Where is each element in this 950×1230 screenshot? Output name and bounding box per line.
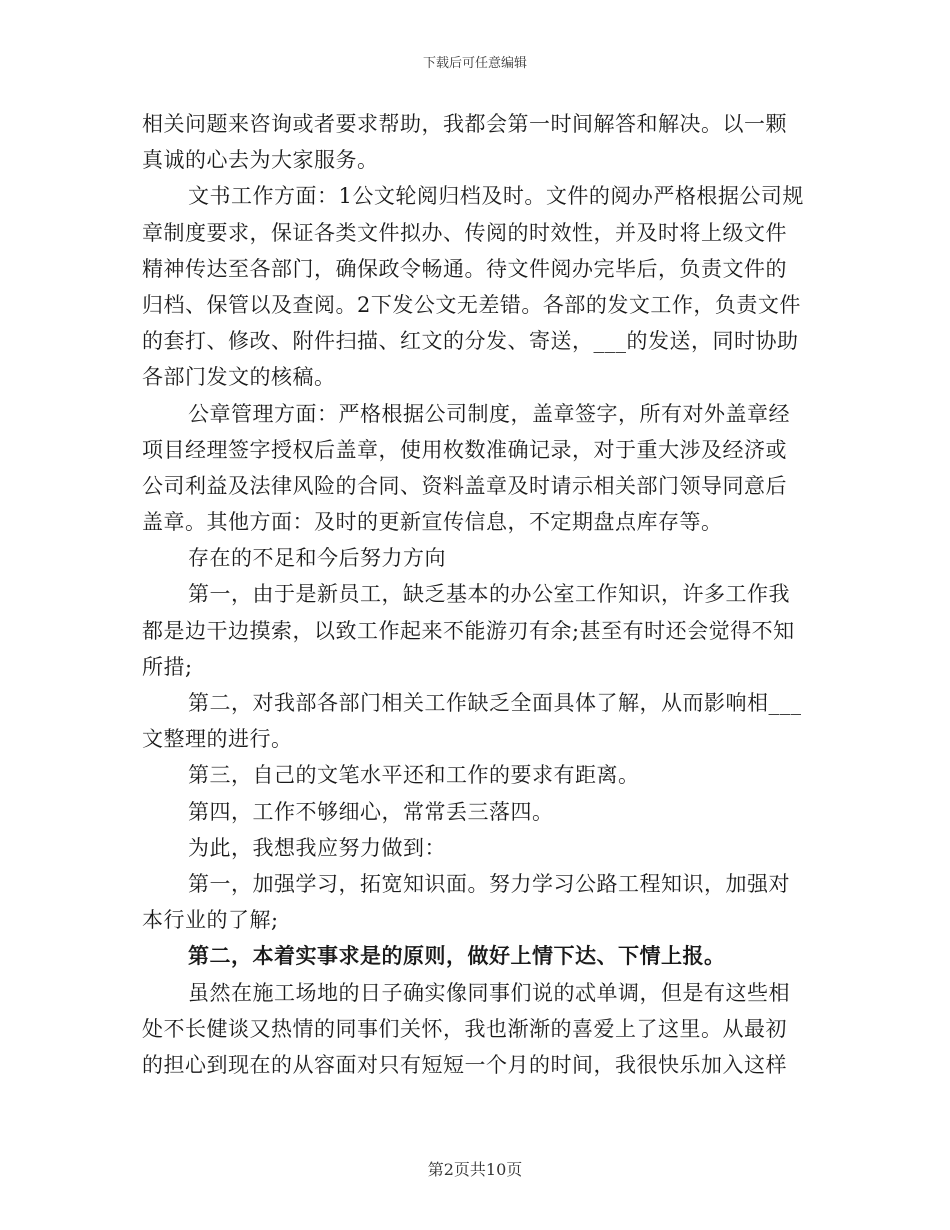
text-line: 公章管理方面：严格根据公司制度，盖章签字，所有对外盖章经 bbox=[188, 401, 790, 426]
text-line: 处不长健谈又热情的同事们关怀，我也渐渐的喜爱上了这里。从最初 bbox=[142, 1016, 787, 1041]
text-line: 第一，加强学习，拓宽知识面。努力学习公路工程知识，加强对 bbox=[188, 871, 790, 896]
text-line: 真诚的心去为大家服务。 bbox=[142, 148, 379, 173]
text-line: 虽然在施工场地的日子确实像同事们说的忒单调，但是有这些相 bbox=[188, 980, 790, 1005]
page-footer: 第2页共10页 bbox=[427, 1160, 523, 1179]
text-line: 第一，由于是新员工，缺乏基本的办公室工作知识，许多工作我 bbox=[188, 582, 790, 607]
text-line: 第四，工作不够细心，常常丢三落四。 bbox=[188, 799, 554, 824]
text-line: 相关问题来咨询或者要求帮助，我都会第一时间解答和解决。以一颗 bbox=[142, 112, 787, 136]
text-line: 的套打、修改、附件扫描、红文的分发、寄送，___的发送，同时协助 bbox=[142, 329, 799, 354]
text-line: 本行业的了解; bbox=[142, 908, 279, 933]
text-line: 为此，我想我应努力做到： bbox=[188, 835, 446, 860]
page-header: 下载后可任意编辑 bbox=[422, 56, 527, 71]
text-line: 文书工作方面：1公文轮阅归档及时。文件的阅办严格根据公司规 bbox=[188, 184, 804, 209]
text-line: 所措; bbox=[142, 654, 193, 679]
text-line: 项目经理签字授权后盖章，使用枚数准确记录，对于重大涉及经济或 bbox=[142, 437, 787, 462]
document-body bbox=[142, 106, 822, 1083]
text-line: 第三，自己的文笔水平还和工作的要求有距离。 bbox=[188, 763, 640, 788]
section-heading: 存在的不足和今后努力方向 bbox=[188, 546, 446, 571]
text-line: 章制度要求，保证各类文件拟办、传阅的时效性，并及时将上级文件 bbox=[142, 220, 787, 245]
text-line: 第二，对我部各部门相关工作缺乏全面具体了解，从而影响相___ bbox=[188, 691, 802, 715]
text-line: 都是边干边摸索，以致工作起来不能游刃有余;甚至有时还会觉得不知 bbox=[142, 618, 795, 643]
text-line: 各部门发文的核稿。 bbox=[142, 365, 336, 390]
text-line: 精神传达至各部门，确保政令畅通。待文件阅办完毕后，负责文件的 bbox=[142, 256, 787, 281]
bold-text-line: 第二，本着实事求是的原则，做好上情下达、下情上报。 bbox=[188, 943, 726, 969]
text-line: 文整理的进行。 bbox=[142, 727, 293, 752]
text-line: 盖章。其他方面：及时的更新宣传信息，不定期盘点库存等。 bbox=[142, 510, 723, 535]
text-line: 归档、保管以及查阅。2下发公文无差错。各部的发文工作，负责文件 bbox=[142, 292, 801, 317]
text-line: 公司利益及法律风险的合同、资料盖章及时请示相关部门领导同意后 bbox=[142, 473, 787, 498]
text-line: 的担心到现在的从容面对只有短短一个月的时间，我很快乐加入这样 bbox=[142, 1052, 787, 1077]
